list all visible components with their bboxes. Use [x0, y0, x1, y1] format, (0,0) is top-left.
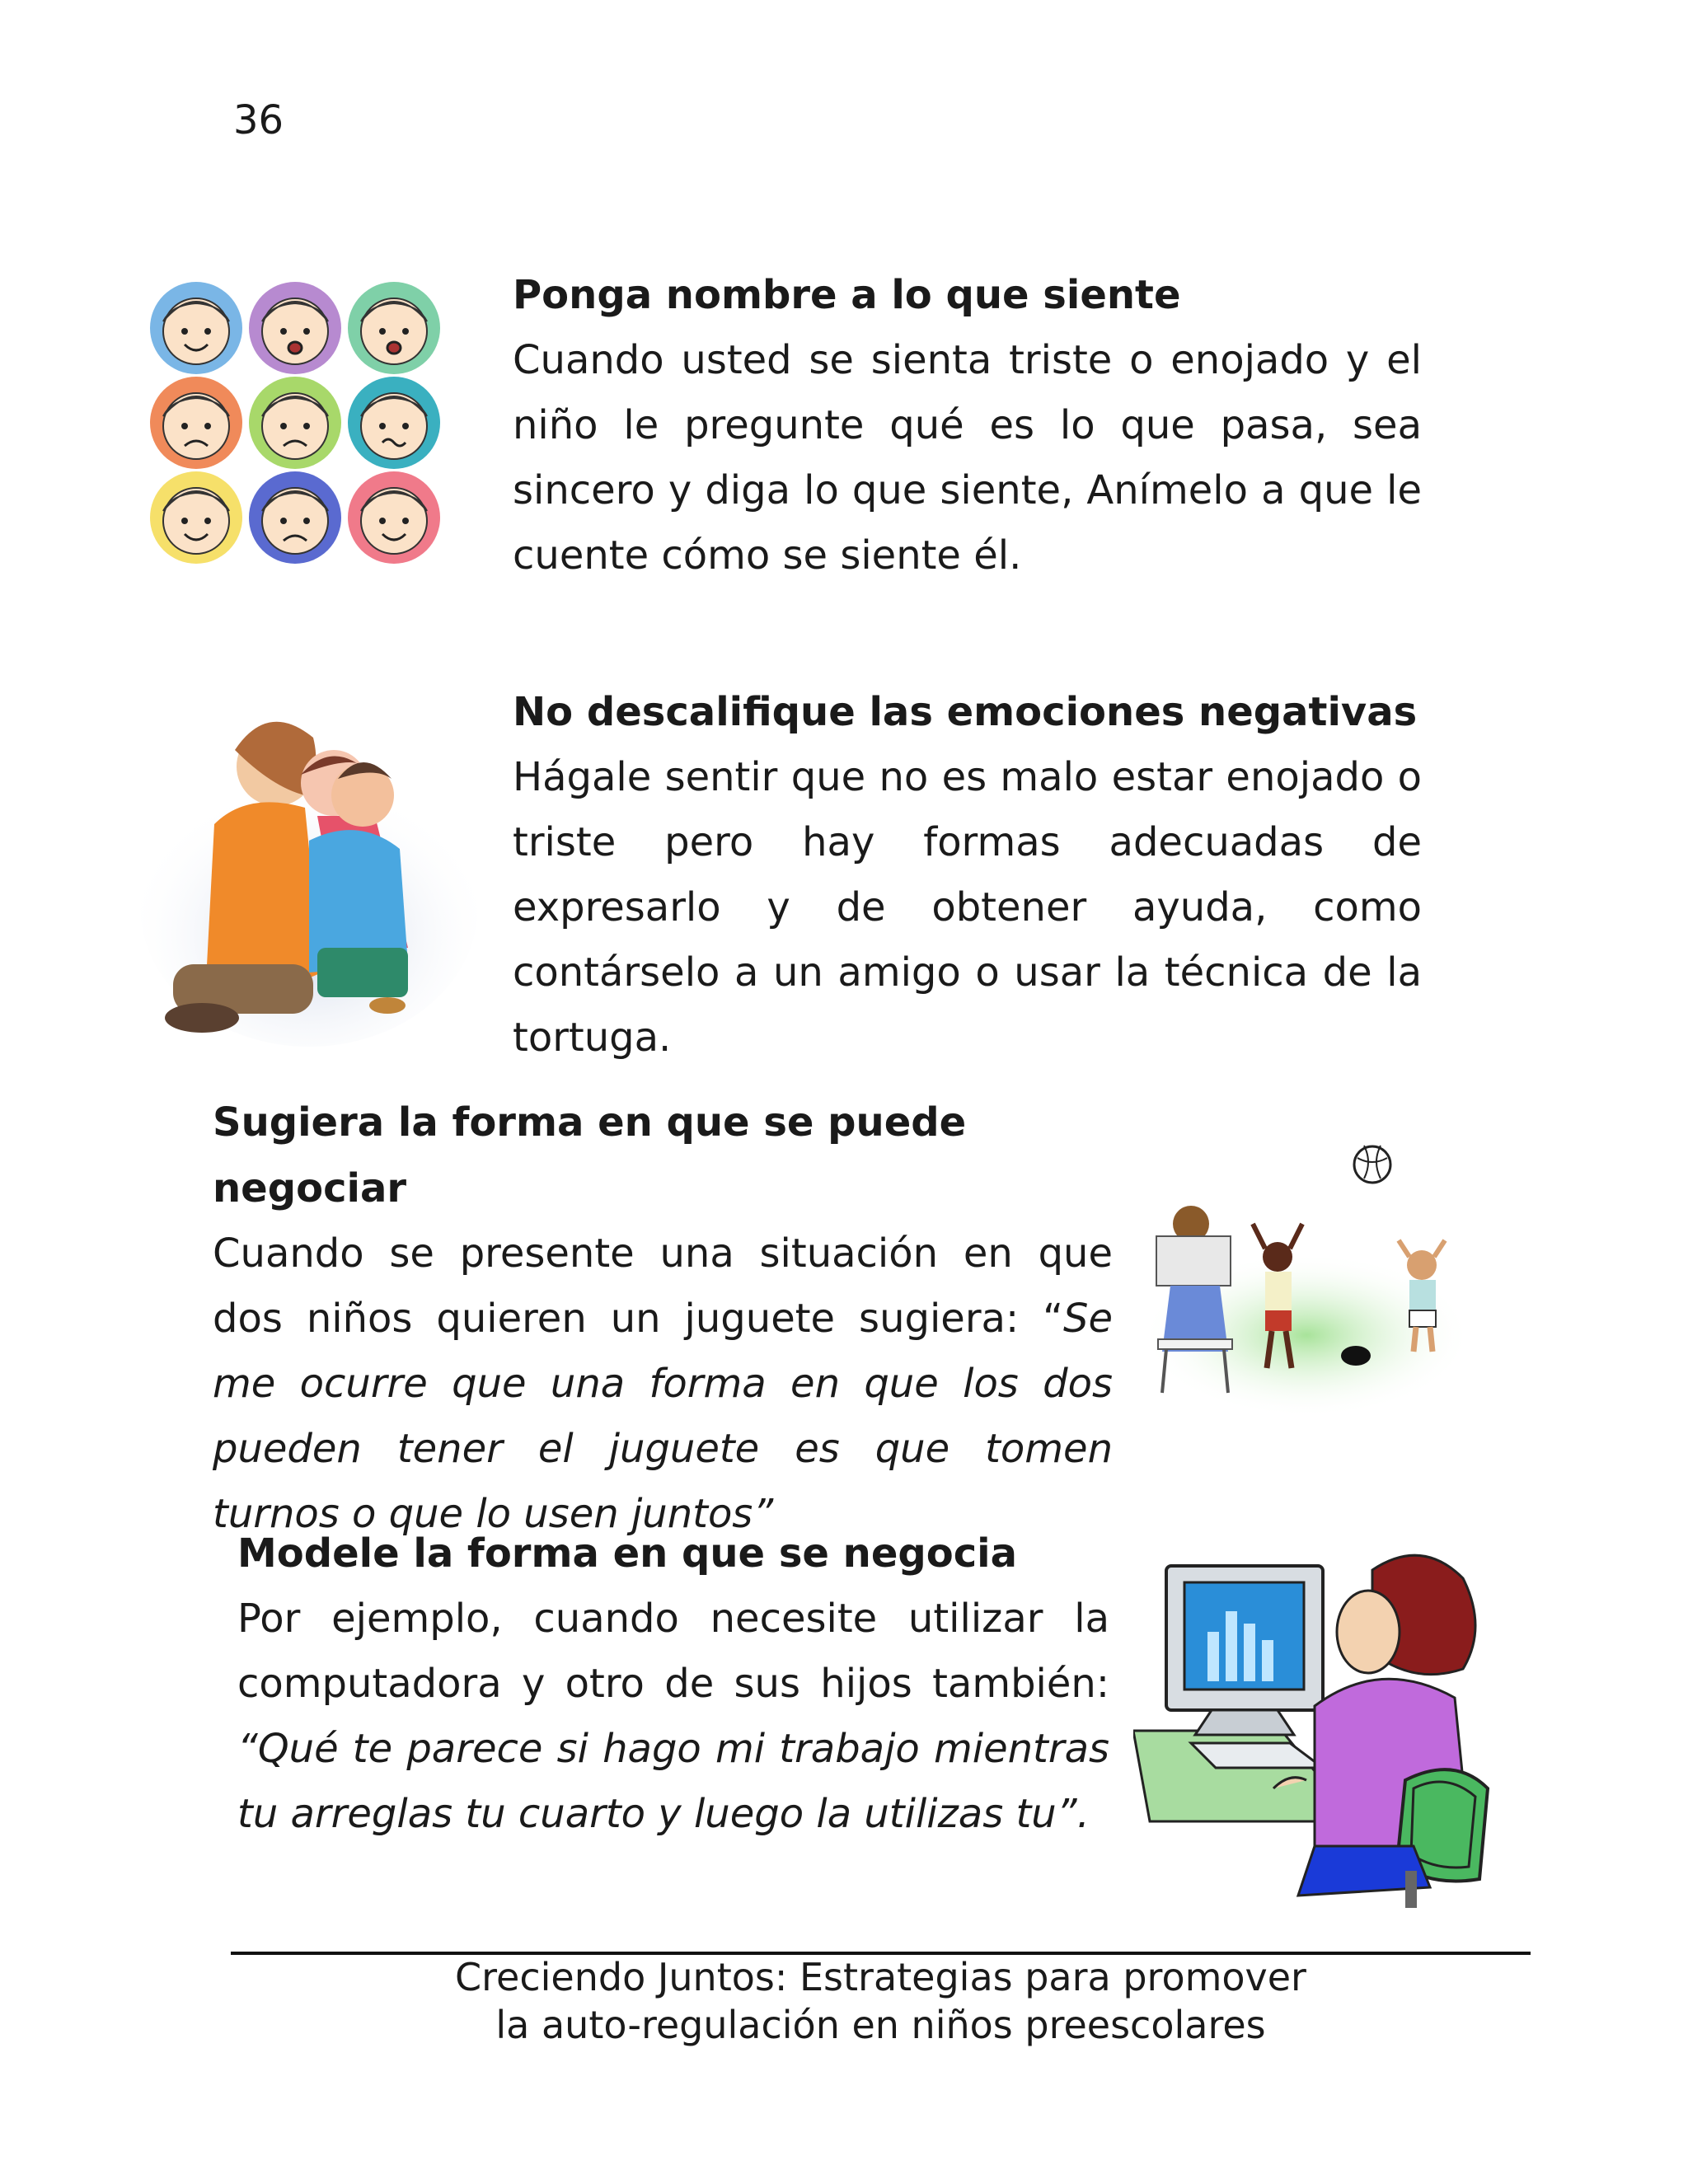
footer-line-2: la auto-regulación en niños preescolares — [495, 2003, 1266, 2047]
quote-text: “Qué te parece si hago mi trabajo mientras tu arreglas tu cuarto y luego la utilizas tu”. — [237, 1726, 1109, 1837]
mother-hugging-children-illustration — [140, 701, 478, 1047]
section-name-feelings — [513, 262, 1422, 588]
section-body: Cuando usted se sienta triste o enojado y el niño le pregunte qué es lo que pasa, sea sincero y diga lo que siente, Anímelo a que le cuente cómo se siente él. — [513, 337, 1422, 579]
woman-at-computer-illustration — [1133, 1541, 1496, 1912]
section-suggest-negotiation — [213, 1090, 1113, 1547]
section-model-negotiation — [237, 1521, 1109, 1847]
section-title: No descalifique las emociones negativas — [513, 689, 1418, 735]
section-title: Sugiera la forma en que se puede negociar — [213, 1099, 967, 1212]
footer — [231, 1953, 1531, 2049]
section-title: Modele la forma en que se negocia — [237, 1530, 1018, 1577]
page-number: 36 — [233, 97, 284, 143]
section-title: Ponga nombre a lo que siente — [513, 272, 1181, 318]
quote-text: Se me ocurre que una forma en que los dos pueden tener el juguete es que tomen turnos o que lo usen juntos” — [213, 1296, 1113, 1537]
body-text: Por ejemplo, cuando necesite utilizar la computadora y otro de sus hijos también: — [237, 1596, 1109, 1707]
section-body: Hágale sentir que no es malo estar enojado o triste pero hay formas adecuadas de expresarlo y de obtener ayuda, como contárselo a un amigo o usar la técnica de la tortuga. — [513, 754, 1422, 1061]
footer-line-1: Creciendo Juntos: Estrategias para promover — [455, 1955, 1306, 1999]
emotion-faces-illustration — [148, 280, 445, 569]
section-dont-disqualify — [513, 679, 1422, 1071]
body-text: Cuando se presente una situación en que dos niños quieren un juguete sugiera: “ — [213, 1230, 1113, 1342]
children-playing-illustration — [1142, 1133, 1475, 1426]
section-body — [237, 1586, 1109, 1847]
section-body — [213, 1221, 1113, 1547]
